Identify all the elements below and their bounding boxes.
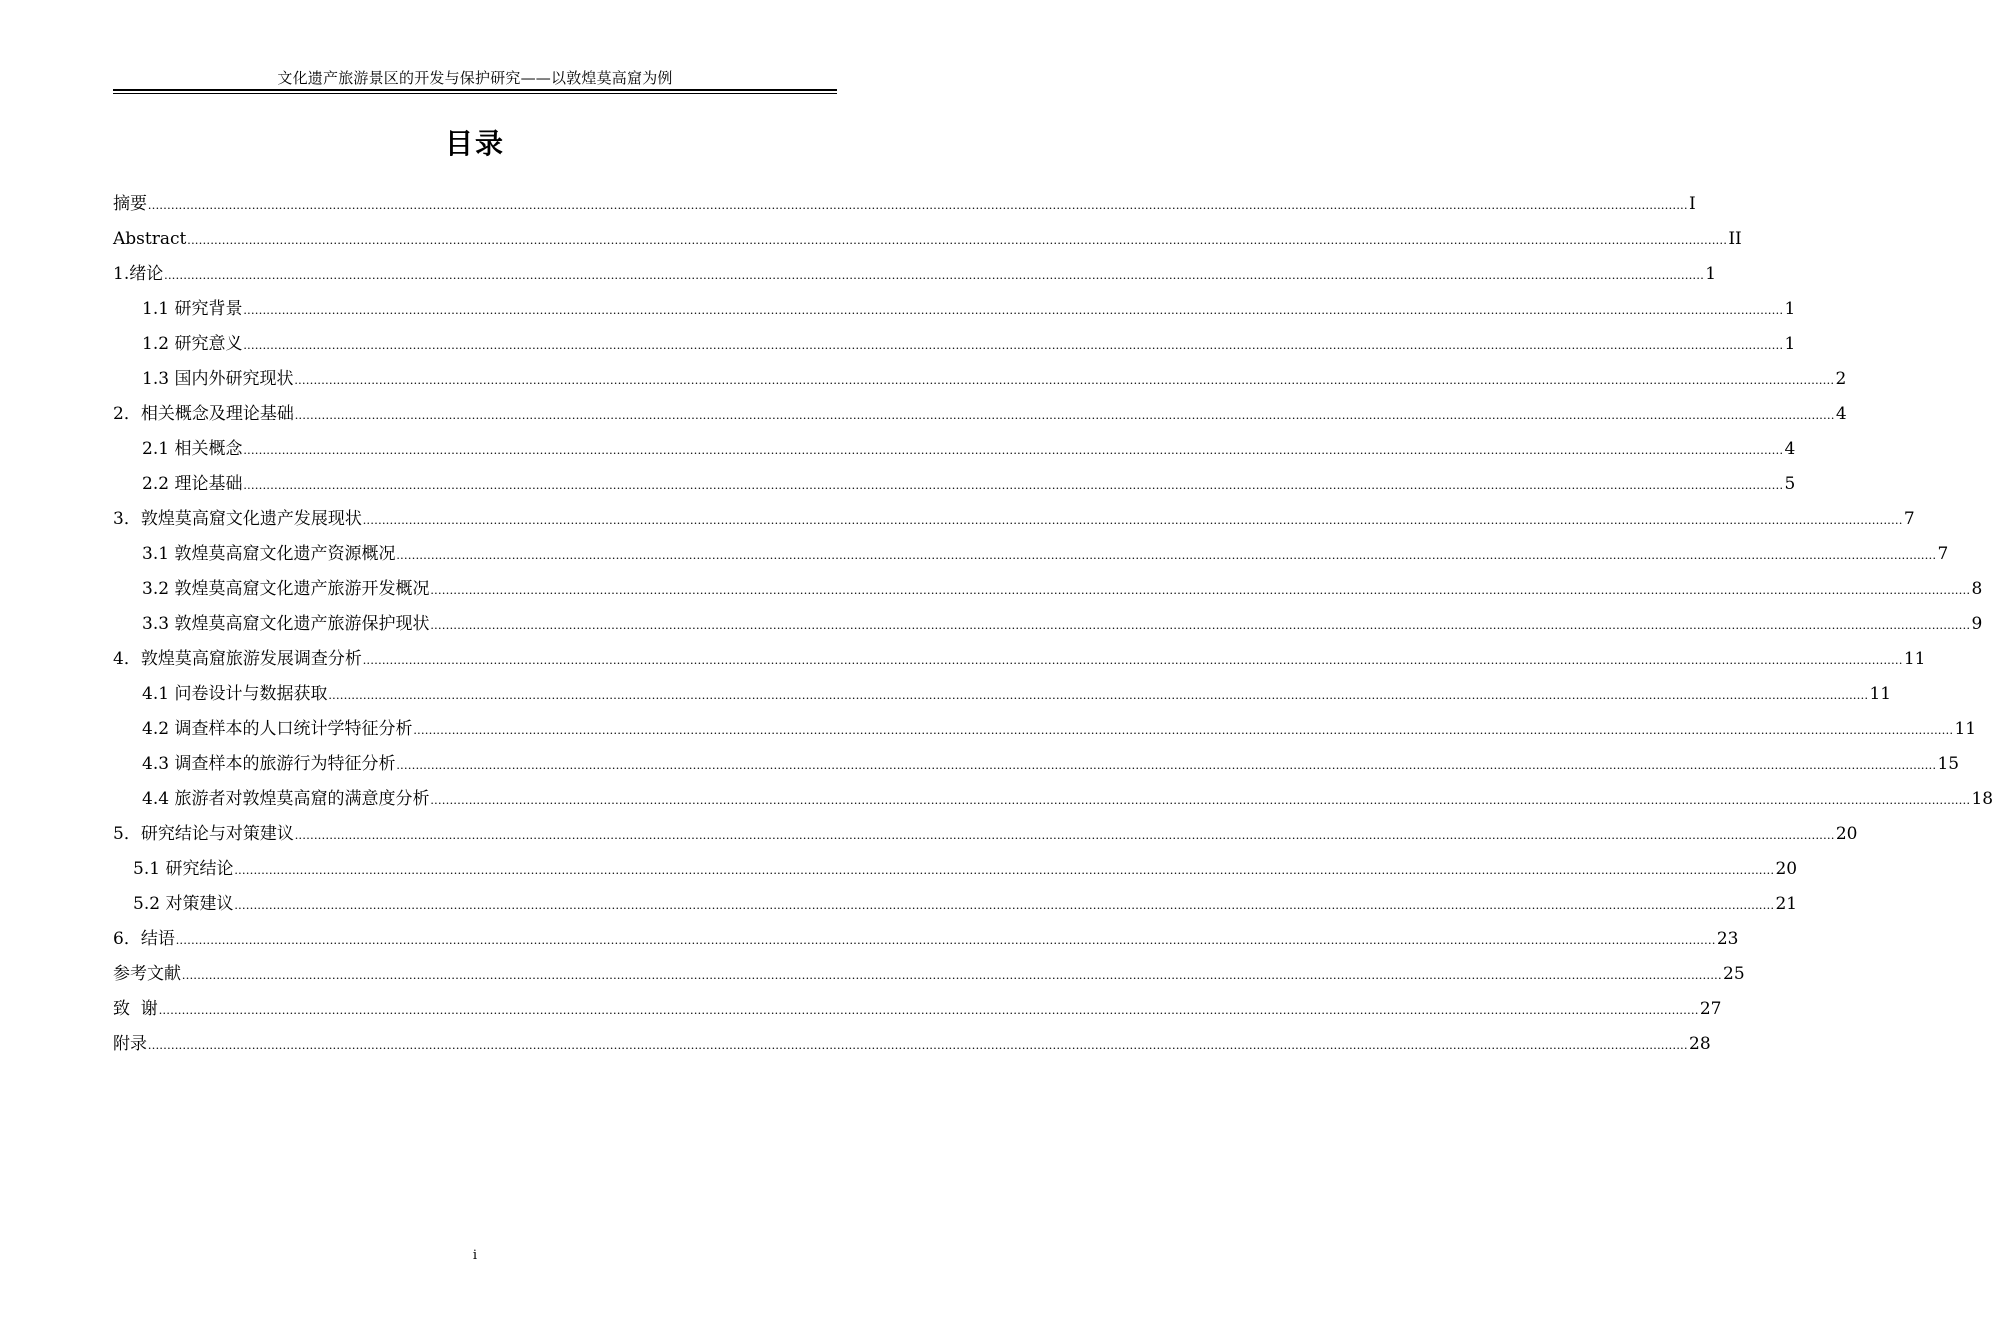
toc-entry[interactable]: [113, 921, 1739, 956]
toc-dot-leader: ................................................................................................................................................................................................................................................................................................................................................................................................................: [430, 792, 1971, 807]
toc-entry-page: 1: [1705, 263, 1717, 284]
toc-dot-leader: ................................................................................................................................................................................................................................................................................................................................................................................................................: [243, 302, 1784, 317]
toc-dot-leader: ................................................................................................................................................................................................................................................................................................................................................................................................................: [294, 372, 1835, 387]
toc-entry-label: 4.4 旅游者对敦煌莫高窟的满意度分析: [142, 788, 430, 809]
toc-entry-page: 1: [1784, 333, 1796, 354]
toc-dot-leader: ................................................................................................................................................................................................................................................................................................................................................................................................................: [164, 267, 1705, 282]
toc-entry-page: 20: [1775, 858, 1798, 879]
toc-entry[interactable]: [113, 361, 1847, 396]
toc-entry-page: 8: [1971, 578, 1983, 599]
toc-entry-label: 3.3 敦煌莫高窟文化遗产旅游保护现状: [142, 613, 430, 634]
toc-dot-leader: ................................................................................................................................................................................................................................................................................................................................................................................................................: [234, 897, 1775, 912]
toc-entry-page: 23: [1716, 928, 1739, 949]
toc-title: 目录: [444, 127, 505, 160]
toc-dot-leader: ................................................................................................................................................................................................................................................................................................................................................................................................................: [430, 617, 1971, 632]
toc-entry-label: 4．敦煌莫高窟旅游发展调查分析: [113, 648, 362, 669]
toc-dot-leader: ................................................................................................................................................................................................................................................................................................................................................................................................................: [243, 337, 1784, 352]
toc-entry-label: 附录: [113, 1033, 147, 1054]
toc-entry-label: 致 谢: [113, 998, 158, 1019]
toc-entry-page: 15: [1937, 753, 1960, 774]
toc-entry[interactable]: [113, 606, 1983, 641]
toc-entry-page: 18: [1971, 788, 1993, 809]
toc-dot-leader: ................................................................................................................................................................................................................................................................................................................................................................................................................: [148, 1037, 1688, 1052]
toc-entry[interactable]: [113, 256, 1717, 291]
toc-entry-label: 参考文献: [113, 963, 181, 984]
toc-entry-page: 4: [1784, 438, 1796, 459]
toc-entry[interactable]: [113, 396, 1847, 431]
toc-entry-page: 20: [1835, 823, 1858, 844]
toc-entry-label: 5.1 研究结论: [133, 858, 234, 879]
header-rule-thin: [113, 93, 837, 94]
toc-entry[interactable]: [113, 781, 1993, 816]
footer-page-number: i: [472, 1248, 478, 1263]
toc-entry[interactable]: [113, 956, 1745, 991]
toc-entry-label: 6．结语: [113, 928, 175, 949]
toc-entry-page: 7: [1903, 508, 1915, 529]
toc-entry-label: 4.3 调查样本的旅游行为特征分析: [142, 753, 396, 774]
toc-dot-leader: ................................................................................................................................................................................................................................................................................................................................................................................................................: [234, 862, 1775, 877]
toc-entry-page: 27: [1699, 998, 1722, 1019]
toc-dot-leader: ................................................................................................................................................................................................................................................................................................................................................................................................................: [243, 442, 1784, 457]
toc-entry-label: 3.2 敦煌莫高窟文化遗产旅游开发概况: [142, 578, 430, 599]
toc-dot-leader: ................................................................................................................................................................................................................................................................................................................................................................................................................: [243, 477, 1784, 492]
toc-dot-leader: ................................................................................................................................................................................................................................................................................................................................................................................................................: [148, 197, 1688, 212]
toc-entry[interactable]: [113, 746, 1960, 781]
toc-entry[interactable]: [113, 326, 1796, 361]
toc-dot-leader: ................................................................................................................................................................................................................................................................................................................................................................................................................: [175, 932, 1716, 947]
toc-entry[interactable]: [113, 1026, 1711, 1061]
toc-entry[interactable]: [113, 466, 1796, 501]
toc-dot-leader: ................................................................................................................................................................................................................................................................................................................................................................................................................: [413, 722, 1954, 737]
toc-entry[interactable]: [113, 571, 1983, 606]
toc-list: [113, 186, 1993, 1061]
toc-entry[interactable]: [113, 291, 1796, 326]
toc-dot-leader: ................................................................................................................................................................................................................................................................................................................................................................................................................: [182, 967, 1722, 982]
toc-entry-page: 21: [1775, 893, 1798, 914]
toc-entry[interactable]: [113, 186, 1696, 221]
toc-entry-label: 2.2 理论基础: [142, 473, 243, 494]
header-rule-thick: [113, 89, 837, 91]
toc-entry-label: 1.3 国内外研究现状: [142, 368, 294, 389]
toc-entry-label: 摘要: [113, 193, 147, 214]
toc-entry-label: 3．敦煌莫高窟文化遗产发展现状: [113, 508, 362, 529]
toc-entry-label: 1.2 研究意义: [142, 333, 243, 354]
toc-entry-label: 1.绪论: [113, 263, 164, 284]
toc-dot-leader: ................................................................................................................................................................................................................................................................................................................................................................................................................: [396, 547, 1937, 562]
toc-entry-page: I: [1689, 193, 1696, 214]
toc-entry[interactable]: [113, 431, 1796, 466]
toc-entry[interactable]: [113, 816, 1858, 851]
toc-entry[interactable]: [113, 886, 1798, 921]
toc-entry[interactable]: [113, 711, 1977, 746]
toc-entry-page: 1: [1784, 298, 1796, 319]
toc-entry-label: 5.2 对策建议: [133, 893, 234, 914]
toc-entry-label: 5．研究结论与对策建议: [113, 823, 294, 844]
toc-entry-label: Abstract: [113, 228, 187, 249]
toc-entry-label: 1.1 研究背景: [142, 298, 243, 319]
toc-entry[interactable]: [113, 221, 1742, 256]
toc-entry[interactable]: [113, 641, 1926, 676]
toc-dot-leader: ................................................................................................................................................................................................................................................................................................................................................................................................................: [294, 827, 1835, 842]
toc-dot-leader: ................................................................................................................................................................................................................................................................................................................................................................................................................: [396, 757, 1937, 772]
toc-entry-page: 11: [1954, 718, 1977, 739]
toc-entry-page: 7: [1937, 543, 1949, 564]
toc-entry-page: 2: [1835, 368, 1847, 389]
toc-entry[interactable]: [113, 501, 1915, 536]
toc-dot-leader: ................................................................................................................................................................................................................................................................................................................................................................................................................: [328, 687, 1869, 702]
toc-entry-page: 25: [1723, 963, 1745, 984]
toc-entry[interactable]: [113, 536, 1949, 571]
toc-entry-page: 11: [1903, 648, 1926, 669]
running-header: 文化遗产旅游景区的开发与保护研究——以敦煌莫高窟为例: [277, 69, 673, 87]
toc-dot-leader: ................................................................................................................................................................................................................................................................................................................................................................................................................: [294, 407, 1835, 422]
toc-entry[interactable]: [113, 851, 1798, 886]
toc-entry[interactable]: [113, 991, 1722, 1026]
toc-dot-leader: ................................................................................................................................................................................................................................................................................................................................................................................................................: [430, 582, 1971, 597]
toc-entry-label: 4.1 问卷设计与数据获取: [142, 683, 328, 704]
toc-entry[interactable]: [113, 676, 1892, 711]
toc-entry-label: 4.2 调查样本的人口统计学特征分析: [142, 718, 413, 739]
toc-entry-page: 28: [1689, 1033, 1711, 1054]
toc-entry-page: 4: [1835, 403, 1847, 424]
toc-entry-label: 2．相关概念及理论基础: [113, 403, 294, 424]
toc-entry-label: 2.1 相关概念: [142, 438, 243, 459]
toc-entry-page: 9: [1971, 613, 1983, 634]
toc-dot-leader: ................................................................................................................................................................................................................................................................................................................................................................................................................: [187, 232, 1728, 247]
toc-entry-label: 3.1 敦煌莫高窟文化遗产资源概况: [142, 543, 396, 564]
toc-dot-leader: ................................................................................................................................................................................................................................................................................................................................................................................................................: [362, 652, 1903, 667]
toc-entry-page: 5: [1784, 473, 1796, 494]
toc-entry-page: 11: [1869, 683, 1892, 704]
toc-dot-leader: ................................................................................................................................................................................................................................................................................................................................................................................................................: [362, 512, 1903, 527]
toc-entry-page: II: [1728, 228, 1742, 249]
toc-dot-leader: ................................................................................................................................................................................................................................................................................................................................................................................................................: [158, 1002, 1699, 1017]
